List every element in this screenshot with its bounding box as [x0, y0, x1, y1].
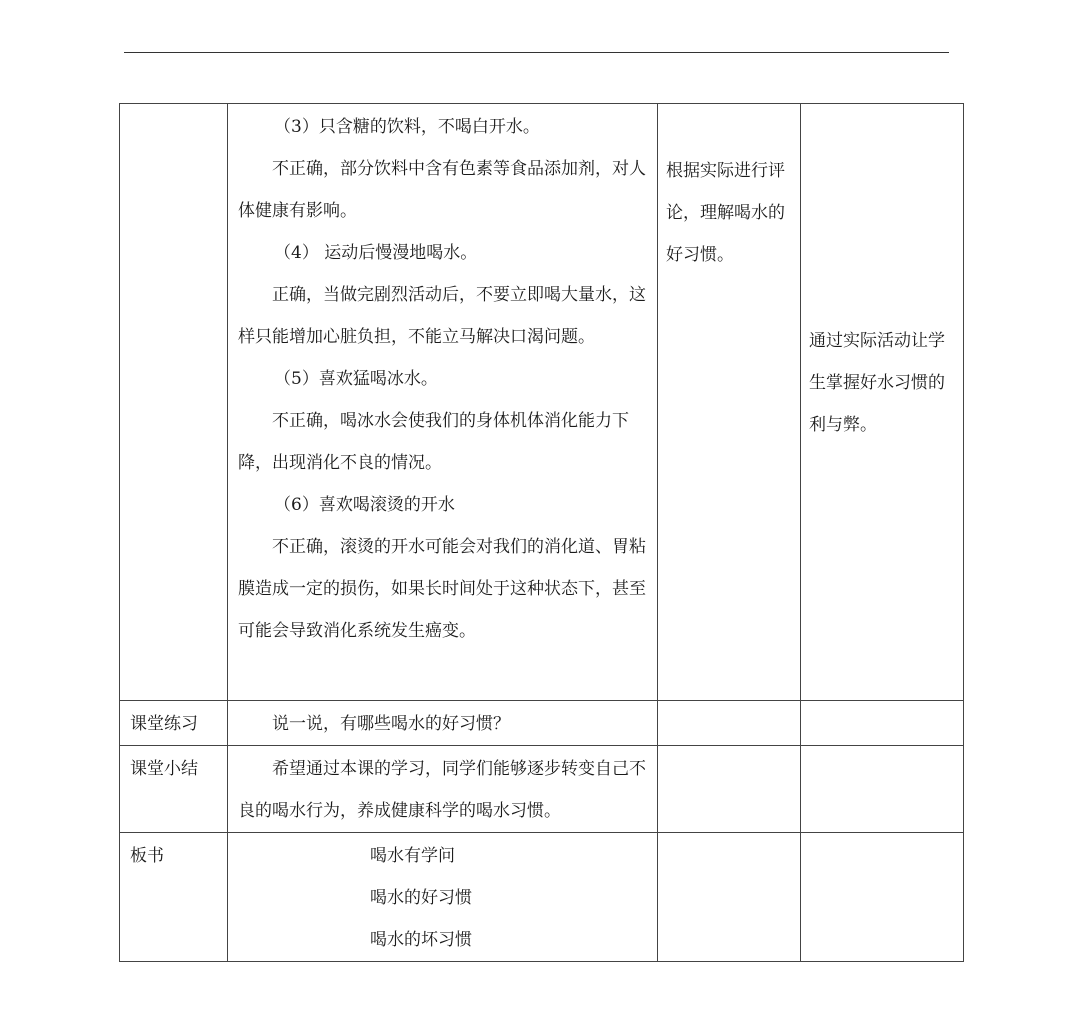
student-activity-text: 根据实际进行评论，理解喝水的好习惯。	[666, 161, 785, 265]
summary-empty-cell-2	[801, 746, 964, 833]
practice-content-cell	[228, 701, 658, 746]
blackboard-empty-cell-1	[658, 833, 801, 962]
blackboard-row	[120, 833, 964, 962]
summary-label-cell	[120, 746, 228, 833]
activity-list	[228, 104, 657, 652]
summary-content-cell	[228, 746, 658, 833]
lesson-plan-table	[119, 103, 964, 962]
blackboard-empty-cell-2	[801, 833, 964, 962]
blackboard-label: 板书	[130, 846, 164, 866]
activity-label-cell	[120, 104, 228, 701]
practice-empty-cell-2	[801, 701, 964, 746]
blackboard-label-cell	[120, 833, 228, 962]
blackboard-content-cell	[228, 833, 658, 962]
practice-label: 课堂练习	[130, 714, 198, 734]
design-intent-cell	[801, 104, 964, 701]
summary-text: 希望通过本课的学习，同学们能够逐步转变自己不良的喝水行为，养成健康科学的喝水习惯。	[238, 759, 646, 821]
summary-label: 课堂小结	[130, 759, 198, 779]
activity-content-cell	[228, 104, 658, 701]
blackboard-line: 喝水的好习惯	[370, 888, 472, 908]
practice-text: 说一说，有哪些喝水的好习惯？	[272, 714, 510, 734]
activity-item-heading: （3）只含糖的饮料，不喝白开水。	[274, 117, 540, 137]
summary-empty-cell-1	[658, 746, 801, 833]
design-intent-text: 通过实际活动让学生掌握好水习惯的利与弊。	[809, 331, 945, 435]
practice-row	[120, 701, 964, 746]
practice-label-cell	[120, 701, 228, 746]
activity-item-heading: （4） 运动后慢漫地喝水。	[274, 243, 478, 263]
student-activity-cell	[658, 104, 801, 701]
blackboard-line: 喝水的坏习惯	[370, 930, 472, 950]
activity-item-explanation: 不正确，喝冰水会使我们的身体机体消化能力下降，出现消化不良的情况。	[238, 411, 629, 473]
blackboard-lines	[228, 833, 657, 961]
activity-item-heading: （6）喜欢喝滚烫的开水	[274, 495, 455, 515]
practice-empty-cell-1	[658, 701, 801, 746]
header-rule	[124, 52, 949, 53]
activity-row	[120, 104, 964, 701]
activity-item-explanation: 不正确，部分饮料中含有色素等食品添加剂，对人体健康有影响。	[238, 159, 646, 221]
activity-item-explanation: 不正确，滚烫的开水可能会对我们的消化道、胃粘膜造成一定的损伤，如果长时间处于这种状态下，甚至可能会导致消化系统发生癌变。	[238, 537, 646, 641]
blackboard-line: 喝水有学问	[370, 846, 455, 866]
activity-item-explanation: 正确，当做完剧烈活动后，不要立即喝大量水，这样只能增加心脏负担，不能立马解决口渴问题。	[238, 285, 646, 347]
summary-row	[120, 746, 964, 833]
activity-item-heading: （5）喜欢猛喝冰水。	[274, 369, 438, 389]
